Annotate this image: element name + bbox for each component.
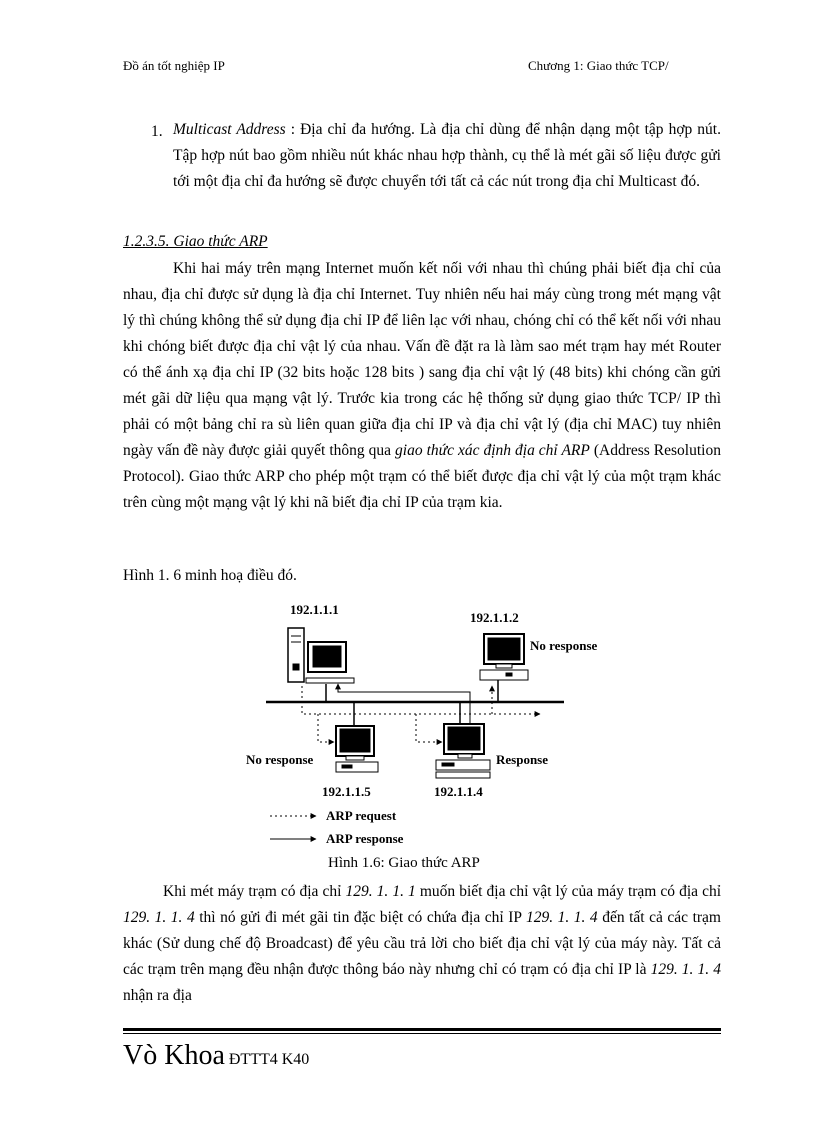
ip-address: 129. 1. 1. 4 [123, 909, 195, 926]
footer-rule-thin [123, 1033, 721, 1034]
host1-ip-label: 192.1.1.1 [290, 602, 339, 617]
paragraph-1-text-end: (Address Resolution Protocol). Giao thức ARP cho phép một trạm có thể biết được địa chỉ vật lý của một trạm khác trên cùng một mạng vật lý khi nã biết địa chỉ IP của trạm kia. [123, 442, 721, 511]
figure-caption: Hình 1.6: Giao thức ARP [328, 855, 480, 871]
host2-ip-label: 192.1.1.2 [470, 610, 519, 625]
paragraph-2-text: đến tất cả các trạm khác (Sử dung chế độ Broadcast) để yêu cầu trả lời cho biết địa chỉ vật lý của máy này. Tất cả các trạm trên mạng đều nhận được thông báo này nhưng chỉ có trạm có địa chỉ IP là [123, 909, 721, 978]
arp-diagram [230, 598, 598, 850]
arp-response-path [338, 684, 470, 724]
paragraph-1-italic: giao thức xác định địa chỉ ARP [395, 442, 590, 459]
header-left: Đồ án tốt nghiệp IP [123, 58, 225, 73]
footer [123, 1040, 309, 1072]
host1-computer-icon [288, 628, 354, 683]
host4-computer-icon [436, 724, 490, 778]
footer-rule-thick [123, 1028, 721, 1031]
host4-status-label: Response [496, 752, 549, 767]
footer-class: ĐTTT4 K40 [228, 1051, 310, 1068]
ip-address: 129. 1. 1. 4 [525, 909, 598, 926]
ip-address: 129. 1. 1. 1 [345, 883, 416, 900]
paragraph-1 [123, 256, 721, 516]
paragraph-2-text: nhận ra địa [123, 987, 192, 1004]
list-number: 1. [151, 123, 163, 140]
ip-address: 129. 1. 1. 4 [650, 961, 721, 978]
section-heading: 1.2.3.5. Giao thức ARP [123, 233, 268, 250]
host4-ip-label: 192.1.1.4 [434, 784, 483, 799]
host5-ip-label: 192.1.1.5 [322, 784, 371, 799]
paragraph-2-text: muốn biết địa chỉ vật lý của máy trạm có địa chỉ [415, 883, 722, 900]
footer-author: Vò Khoa [123, 1040, 225, 1071]
legend-request-label: ARP request [326, 808, 397, 823]
legend-response-label: ARP response [326, 831, 404, 846]
host5-status-label: No response [246, 752, 314, 767]
paragraph-1-text: Khi hai máy trên mạng Internet muốn kết nối với nhau thì chúng phải biết địa chỉ của nhau, địa chỉ được sử dụng là địa chỉ Internet. Tuy nhiên nếu hai máy cùng trong mét mạng vật lý thì chúng không thể sử dụng địa chỉ IP để liên lạc với nhau, chóng chỉ có thể kết nối với nhau khi chóng biết được địa chỉ vật lý của nhau. Vấn đề đặt ra là làm sao mét trạm hay mét Router có thể ánh xạ địa chỉ IP (32 bits hoặc 128 bits ) sang địa chỉ vật lý (48 bits) khi chóng cần gửi mét gãi dữ liệu qua mạng vật lý. Trước kia trong các hệ thống sử dụng giao thức TCP/ IP thì phải có một bảng chỉ ra sù liên quan giữa địa chỉ IP và địa chỉ vật lý (địa chỉ MAC) tuy nhiên ngày vấn đề này được giải quyết thông qua [123, 260, 721, 459]
host2-computer-icon [480, 634, 528, 680]
list-text: : Địa chỉ đa hướng. Là địa chỉ dùng để nhận dạng một tập hợp nút. Tập hợp nút bao gồm nhiều nút khác nhau hợp thành, cụ thể là mét gãi số liệu được gửi tới một địa chỉ đa hướng sẽ được chuyển tới tất cả các nút trong địa chỉ Multicast đó. [173, 121, 721, 190]
host5-computer-icon [336, 726, 378, 772]
paragraph-2-text: Khi mét máy trạm có địa chỉ [163, 883, 346, 900]
paragraph-2-text: thì nó gửi đi mét gãi tin đặc biệt có chứa địa chỉ IP [194, 909, 526, 926]
figure-reference: Hình 1. 6 minh hoạ điều đó. [123, 567, 297, 584]
header-right: Chương 1: Giao thức TCP/ [528, 58, 669, 73]
list-item [151, 117, 721, 195]
paragraph-2 [123, 879, 721, 1009]
list-term: Multicast Address [173, 121, 286, 138]
host2-status-label: No response [530, 638, 598, 653]
